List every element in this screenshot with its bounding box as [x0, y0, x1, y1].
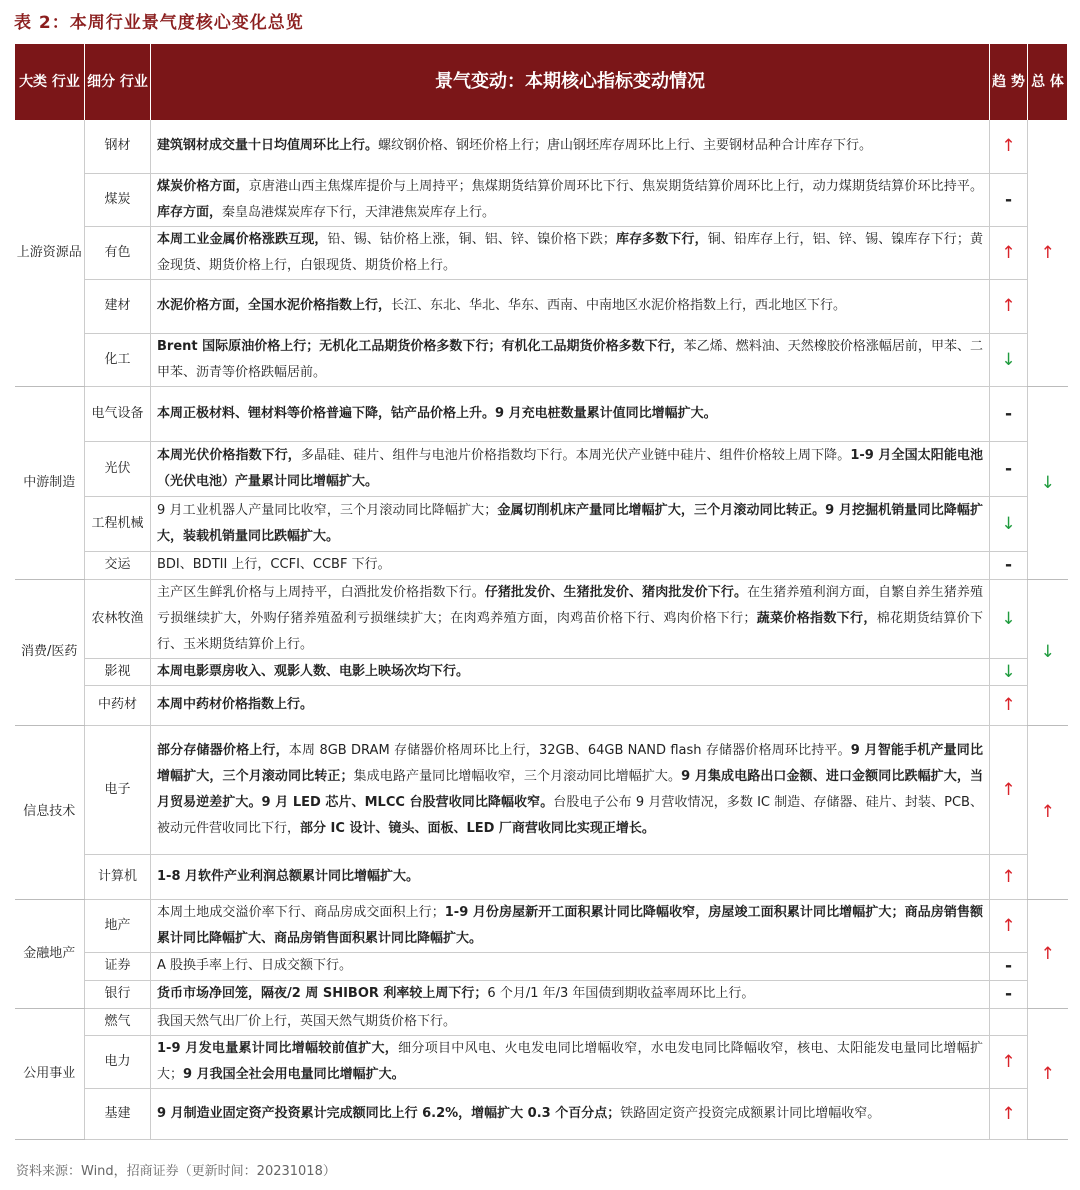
description-text: BDI、BDTII 上行，CCFI、CCBF 下行。	[157, 557, 391, 572]
description-bold-text: 煤炭价格方面，	[157, 178, 249, 194]
subcategory-cell: 电子	[85, 725, 151, 854]
total-up-icon: ↑	[1028, 899, 1068, 1008]
description-cell	[151, 386, 990, 441]
description-text: 螺纹钢价格、钢坯价格上行；唐山钢坯库存周环比上行、主要钢材品种合计库存下行。	[378, 138, 873, 154]
subcategory-cell: 地产	[85, 899, 151, 952]
description-bold-text: 1-9 月份房屋新开工面积累计同比降幅收窄，房屋竣工面积累计同比增幅扩大；商品房销售额累计同比降幅扩大、商品房销售面积累计同比降幅扩大。	[157, 904, 983, 946]
description-cell	[151, 1008, 990, 1035]
subcategory-cell: 煤炭	[85, 173, 151, 226]
category-cell: 信息技术	[15, 725, 85, 899]
subcategory-cell: 银行	[85, 980, 151, 1008]
subcategory-cell: 化工	[85, 333, 151, 386]
category-cell: 中游制造	[15, 386, 85, 579]
description-bold-text: 库存多数下行，	[615, 231, 708, 247]
trend-down-icon: ↓	[990, 658, 1028, 685]
table-row	[15, 1008, 1068, 1035]
description-bold-text: 建筑钢材成交量十日均值周环比上行。	[157, 138, 379, 154]
description-bold-text: 1-9 月发电量累计同比增幅较前值扩大，	[157, 1040, 399, 1056]
description-bold-text: 本周工业金属价格涨跌互现，	[157, 231, 328, 247]
table-row	[15, 1035, 1068, 1088]
header-trend: 趋 势	[990, 44, 1028, 120]
description-text: 本周 8GB DRAM 存储器价格周环比上行，32GB、64GB NAND flash 存储器价格周环比持平。	[288, 742, 851, 758]
trend-down-icon: ↓	[990, 579, 1028, 658]
subcategory-cell: 燃气	[85, 1008, 151, 1035]
description-bold-text: 9 月集成电路出口金额、进口金额同比跌幅扩大，当月贸易逆差扩大。9 月 LED 芯片、MLCC 台股营收同比降幅收窄。	[157, 768, 983, 810]
category-cell: 消费/医药	[15, 579, 85, 725]
subcategory-cell: 证券	[85, 952, 151, 980]
table-row	[15, 854, 1068, 899]
table-row	[15, 226, 1068, 279]
source-note: 资料来源：Wind，招商证券（更新时间：20231018）	[16, 1164, 336, 1179]
description-cell	[151, 658, 990, 685]
description-cell	[151, 952, 990, 980]
description-text: 9 月工业机器人产量同比收窄，三个月滚动同比降幅扩大；	[157, 502, 498, 518]
trend-up-icon: ↑	[990, 725, 1028, 854]
trend-flat-icon: -	[990, 551, 1028, 579]
table-row	[15, 685, 1068, 725]
description-bold-text: 本周光伏价格指数下行，	[157, 447, 301, 463]
description-cell	[151, 854, 990, 899]
description-cell	[151, 120, 990, 173]
table-row	[15, 1088, 1068, 1139]
description-text: 铅、锡、钴价格上涨，铜、铝、锌、镍价格下跌；	[327, 231, 616, 247]
description-bold-text: 部分 IC 设计、镜头、面板、LED 厂商营收同比实现正增长。	[300, 820, 655, 836]
category-cell: 金融地产	[15, 899, 85, 1008]
trend-flat-icon: -	[990, 980, 1028, 1008]
table-row	[15, 658, 1068, 685]
table-row	[15, 386, 1068, 441]
table-row	[15, 579, 1068, 658]
description-bold-text: 1-9 月全国太阳能电池（光伏电池）产量累计同比增幅扩大。	[157, 447, 983, 489]
header-category: 大类 行业	[15, 44, 85, 120]
description-cell	[151, 226, 990, 279]
table-row	[15, 279, 1068, 333]
trend-up-icon: ↑	[990, 120, 1028, 173]
description-text: 集成电路产量同比增幅收窄，三个月滚动同比增幅扩大。	[353, 768, 682, 784]
trend-up-icon: ↑	[990, 854, 1028, 899]
description-bold-text: 金属切削机床产量同比增幅扩大，三个月滚动同比转正。9 月挖掘机销量同比降幅扩大，装载机销量同比跌幅扩大。	[157, 502, 983, 544]
table-row	[15, 899, 1068, 952]
description-bold-text: 部分存储器价格上行，	[157, 742, 289, 758]
total-down-icon: ↓	[1028, 386, 1068, 579]
table-row	[15, 725, 1068, 854]
subcategory-cell: 光伏	[85, 441, 151, 496]
header-description: 景气变动：本期核心指标变动情况	[151, 44, 990, 120]
header-total: 总 体	[1028, 44, 1068, 120]
description-text: 铜、铅库存上行，铝、锌、锡、镍库存下行；黄金现货、期货价格上行，白银现货、期货价格上行。	[157, 231, 983, 273]
description-text: 我国天然气出厂价上行，英国天然气期货价格下行。	[157, 1013, 457, 1029]
description-cell	[151, 685, 990, 725]
description-bold-text: 本周电影票房收入、观影人数、电影上映场次均下行。	[157, 663, 470, 679]
description-cell	[151, 725, 990, 854]
description-text: A 股换手率上行、日成交额下行。	[157, 958, 353, 973]
subcategory-cell: 建材	[85, 279, 151, 333]
description-cell	[151, 333, 990, 386]
subcategory-cell: 钢材	[85, 120, 151, 173]
description-text: 台股电子公布 9 月营收情况，多数 IC 制造、存储器、硅片、封装、PCB、被动元件营收同比下行，	[157, 794, 984, 836]
description-bold-text: 货币市场净回笼，隔夜/2 周 SHIBOR 利率较上周下行；	[157, 986, 488, 1001]
description-text: 6 个月/1 年/3 年国债到期收益率周环比上行。	[487, 986, 755, 1001]
description-text: 秦皇岛港煤炭库存下行，天津港焦炭库存上行。	[222, 204, 496, 220]
subcategory-cell: 电力	[85, 1035, 151, 1088]
trend-up-icon: ↑	[990, 226, 1028, 279]
subcategory-cell: 农林牧渔	[85, 579, 151, 658]
description-bold-text: 库存方面，	[157, 204, 223, 220]
description-cell	[151, 279, 990, 333]
table-row	[15, 120, 1068, 173]
subcategory-cell: 电气设备	[85, 386, 151, 441]
trend-flat-icon: -	[990, 386, 1028, 441]
trend-flat-icon: -	[990, 441, 1028, 496]
subcategory-cell: 中药材	[85, 685, 151, 725]
description-cell	[151, 173, 990, 226]
description-cell	[151, 1088, 990, 1139]
subcategory-cell: 基建	[85, 1088, 151, 1139]
trend-flat-icon: -	[990, 173, 1028, 226]
table-row	[15, 952, 1068, 980]
table-title: 表 2：本周行业景气度核心变化总览	[14, 13, 304, 33]
description-cell	[151, 899, 990, 952]
description-bold-text: 本周中药材价格指数上行。	[157, 697, 314, 712]
description-text: 京唐港山西主焦煤库提价与上周持平；焦煤期货结算价周环比下行、焦炭期货结算价周环比上行，动力煤期货结算价环比持平。	[248, 178, 983, 194]
description-text: 铁路固定资产投资完成额累计同比增幅收窄。	[620, 1105, 881, 1121]
description-bold-text: 水泥价格方面，全国水泥价格指数上行，	[157, 298, 392, 313]
subcategory-cell: 工程机械	[85, 496, 151, 551]
description-cell	[151, 441, 990, 496]
subcategory-cell: 影视	[85, 658, 151, 685]
subcategory-cell: 计算机	[85, 854, 151, 899]
trend-down-icon: ↓	[990, 496, 1028, 551]
industry-table	[14, 44, 1068, 1140]
description-bold-text: Brent 国际原油价格上行；无机化工品期货价格多数下行；有机化工品期货价格多数下行，	[157, 338, 684, 354]
subcategory-cell: 交运	[85, 551, 151, 579]
description-bold-text: 本周正极材料、锂材料等价格普遍下降，钴产品价格上升。9 月充电桩数量累计值同比增幅扩大。	[157, 405, 717, 421]
trend-empty	[990, 1008, 1028, 1035]
description-cell	[151, 496, 990, 551]
trend-up-icon: ↑	[990, 1035, 1028, 1088]
table-row	[15, 980, 1068, 1008]
description-bold-text: 9 月我国全社会用电量同比增幅扩大。	[183, 1066, 405, 1082]
category-cell: 上游资源品	[15, 120, 85, 386]
description-bold-text: 9 月制造业固定资产投资累计完成额同比上行 6.2%，增幅扩大 0.3 个百分点；	[157, 1105, 621, 1121]
trend-up-icon: ↑	[990, 899, 1028, 952]
trend-up-icon: ↑	[990, 685, 1028, 725]
total-up-icon: ↑	[1028, 725, 1068, 899]
header-subcategory: 细分 行业	[85, 44, 151, 120]
table-row	[15, 551, 1068, 579]
total-down-icon: ↓	[1028, 579, 1068, 725]
description-text: 在生猪养殖利润方面，自繁自养生猪养殖亏损继续扩大，外购仔猪养殖盈利亏损继续扩大；在肉鸡养殖方面，肉鸡苗价格下行、鸡肉价格下行；	[157, 584, 983, 626]
subcategory-cell: 有色	[85, 226, 151, 279]
description-bold-text: 9 月智能手机产量同比增幅扩大，三个月滚动同比转正；	[157, 742, 983, 784]
table-header	[15, 44, 1068, 120]
table-row	[15, 333, 1068, 386]
description-cell	[151, 551, 990, 579]
description-bold-text: 仔猪批发价、生猪批发价、猪肉批发价下行。	[484, 584, 748, 600]
table-row	[15, 173, 1068, 226]
description-bold-text: 1-8 月软件产业利润总额累计同比增幅扩大。	[157, 868, 420, 884]
description-text: 长江、东北、华北、华东、西南、中南地区水泥价格指数上行，西北地区下行。	[391, 298, 847, 313]
description-text: 多晶硅、硅片、组件与电池片价格指数均下行。本周光伏产业链中硅片、组件价格较上周下降。	[300, 447, 851, 463]
description-cell	[151, 579, 990, 658]
description-text: 主产区生鲜乳价格与上周持平，白酒批发价格指数下行。	[157, 584, 485, 600]
trend-flat-icon: -	[990, 952, 1028, 980]
description-text: 本周土地成交溢价率下行、商品房成交面积上行；	[157, 904, 445, 920]
total-up-icon: ↑	[1028, 120, 1068, 386]
description-bold-text: 蔬菜价格指数下行，	[756, 610, 877, 626]
trend-down-icon: ↓	[990, 333, 1028, 386]
total-up-icon: ↑	[1028, 1008, 1068, 1139]
trend-up-icon: ↑	[990, 1088, 1028, 1139]
trend-up-icon: ↑	[990, 279, 1028, 333]
description-cell	[151, 980, 990, 1008]
description-cell	[151, 1035, 990, 1088]
category-cell: 公用事业	[15, 1008, 85, 1139]
description-text: 苯乙烯、燃料油、天然橡胶价格涨幅居前，甲苯、二甲苯、沥青等价格跌幅居前。	[157, 338, 983, 380]
description-text: 细分项目中风电、火电发电同比增幅收窄，水电发电同比降幅收窄，核电、太阳能发电量同比增幅扩大；	[157, 1040, 983, 1082]
description-text: 棉花期货结算价下行、玉米期货结算价上行。	[157, 610, 983, 652]
table-row	[15, 496, 1068, 551]
table-row	[15, 441, 1068, 496]
